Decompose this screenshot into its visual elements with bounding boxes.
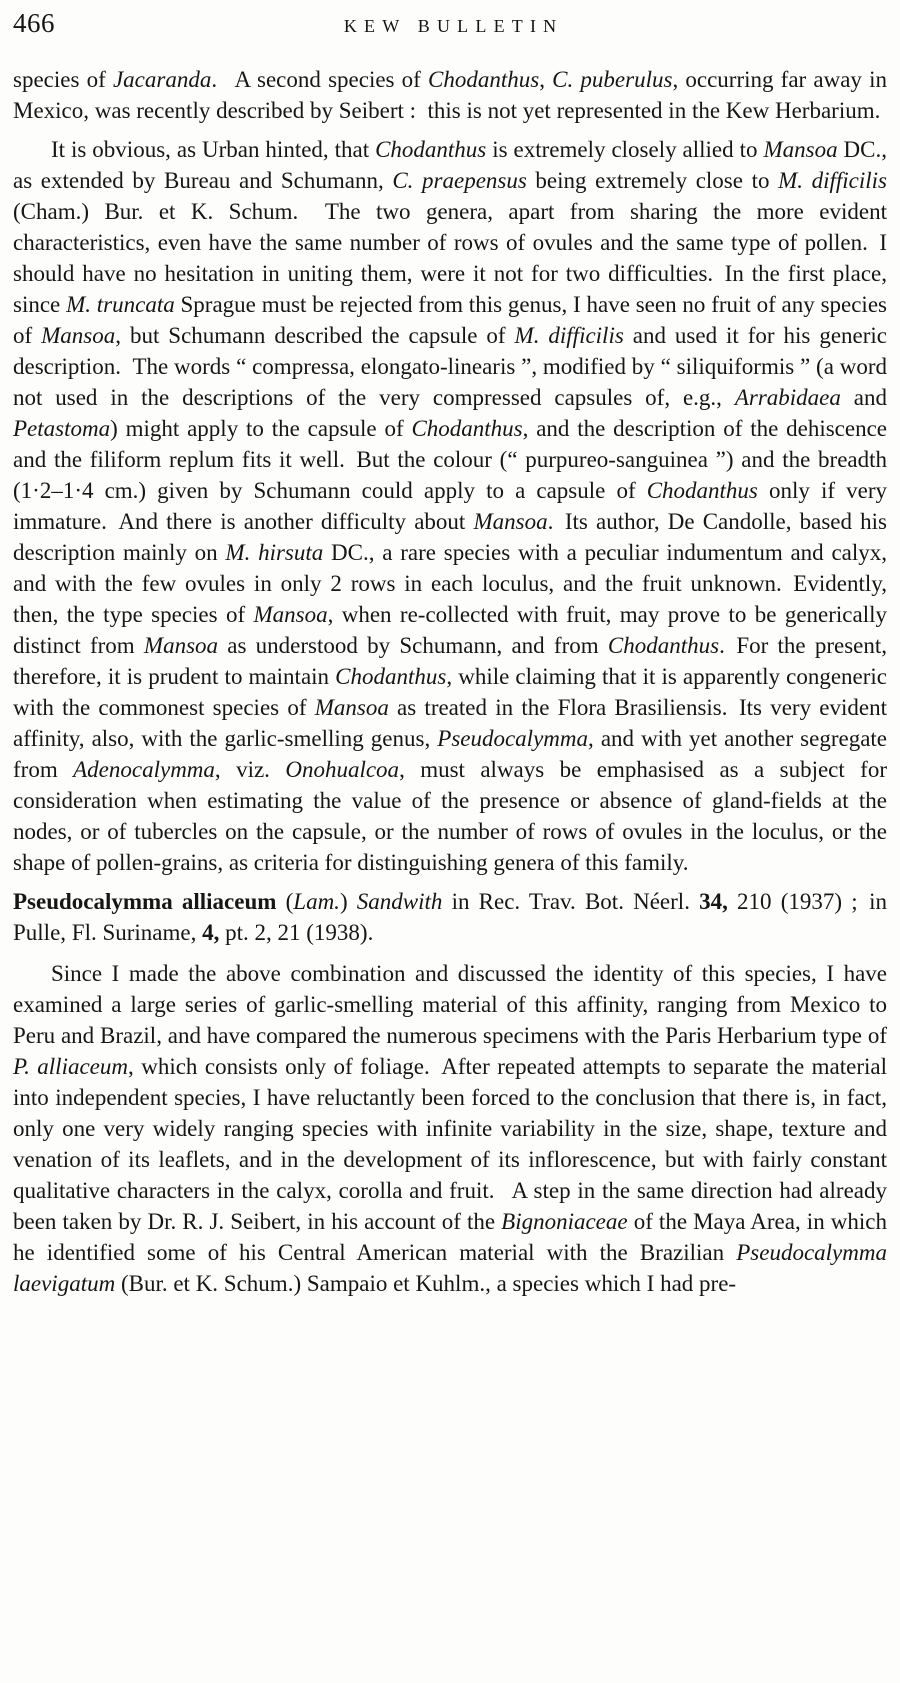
text-run: Mansoa [314,695,389,720]
text-run: of the Maya Area, in which he identified some of his Central American material with the Brazilian [13,1209,887,1265]
page-header [13,6,887,39]
text-run: Mansoa [473,509,548,534]
text-run: , while claiming that it is apparently congeneric with the commonest species of [13,664,887,720]
text-run: as understood by Schumann, and from [218,633,608,658]
text-run: being extremely close to [526,168,779,193]
text-run: (Cham.) Bur. et K. Schum. The two genera, apart from sharing the more evident characteristics, even have the same number of rows of ovules and the same type of pollen. I should have no hesitation in uniting them, were it not for two difficulties. In the first place, since [13,199,887,317]
text-run: , [539,67,553,92]
text-run: Chodanthus [607,633,720,658]
text-run: Onohualcoa [285,757,400,782]
text-run: Pseudocalymma laevigatum [13,1240,887,1296]
page-body [13,64,887,1299]
text-run: Chodanthus [375,137,487,162]
text-run: Bignoniaceae [501,1209,628,1234]
text-run: , must always be emphasised as a subject for consideration when estimating the value of the presence or absence of gland-fields at the nodes, or of tubercles on the capsule, or the number of rows of ovules in the loculus, or the shape of pollen-grains, as criteria for distinguishing genera of this family. [13,757,887,875]
text-run: C. puberulus [552,67,673,92]
text-run: 210 (1937) ; in Pulle, Fl. Suriname, [13,889,888,945]
text-run: . For the present, therefore, it is prudent to maintain [13,633,888,689]
text-run: M. hirsuta [225,540,324,565]
text-run: Since I made the above combination and discussed the identity of this species, I have examined a large series of garlic-smelling material of this affinity, ranging from Mexico to Peru and Brazil, and have compared the numerous specimens with the Paris Herbarium type of [13,961,887,1048]
paragraph-continuation [13,64,887,126]
text-run: as treated in the Flora Brasiliensis. Its very evident affinity, also, with the garlic-smelling genus, [13,695,887,751]
text-run: , but Schumann described the capsule of [115,323,515,348]
text-run: pt. 2, 21 (1938). [219,920,374,945]
text-run: , viz. [214,757,286,782]
text-run: Pseudocalymma [437,726,589,751]
text-run: Chodanthus [335,664,447,689]
text-run: M. difficilis [514,323,624,348]
text-run: Chodanthus [646,478,758,503]
text-run: . Its author, De Candolle, based his description mainly on [13,509,887,565]
journal-title: KEW BULLETIN [343,16,564,36]
text-run: Arrabidaea [734,385,841,410]
text-run: P. alliaceum [13,1054,128,1079]
text-run: M. difficilis [778,168,887,193]
text-run: (Bur. et K. Schum.) Sampaio et Kuhlm., a species which I had pre- [115,1271,737,1296]
text-run: , and with yet another segregate from [13,726,887,782]
paragraph-chodanthus-discussion [13,134,887,878]
text-run: , when re-collected with fruit, may prove to be generically distinct from [13,602,888,658]
page-number: 466 [13,8,55,38]
text-run: is extremely closely allied to [486,137,764,162]
text-run: ) [339,889,357,914]
text-run: Lam. [293,889,340,914]
text-run: M. truncata [66,292,175,317]
text-run: 34, [699,889,728,914]
text-run: only if very immature. And there is another difficulty about [13,478,887,534]
text-run: Petastoma [13,416,111,441]
text-run: , which consists only of foliage. After repeated attempts to separate the material into independent species, I have reluctantly been forced to the conclusion that there is, in fact, only one very widely ranging species with infinite variability in the size, shape, texture and venation of its leaflets, and in the development of its inflorescence, but with fairly constant qualitative characters in the calyx, corolla and fruit. A step in the same direction had already been taken by Dr. R. J. Seibert, in his account of the [13,1054,887,1234]
paragraph-since-combination [13,958,887,1299]
text-run: Sandwith [356,889,443,914]
text-run: ) might apply to the capsule of [110,416,412,441]
text-run: Jacaranda [112,67,212,92]
text-run: Pseudocalymma alliaceum [13,889,277,914]
text-run: Mansoa [143,633,219,658]
text-run: . A second species of [211,67,429,92]
text-run: Chodanthus [428,67,540,92]
text-run: DC., as extended by Bureau and Schumann, [13,137,887,193]
text-run: and [840,385,887,410]
text-run: species of [13,67,113,92]
text-run: DC., a rare species with a peculiar indumentum and calyx, and with the few ovules in only 2 rows in each loculus, and the fruit unknown. Evidently, then, the type species of [13,540,888,627]
text-run: in Rec. Trav. Bot. Néerl. [442,889,700,914]
text-run: , and the description of the dehiscence and the filiform replum fits it well. But the colour (“ purpureo-sanguinea ”) and the breadth (1·2–1·4 cm.) given by Schumann could apply to a capsule of [13,416,887,503]
text-run: Chodanthus [411,416,523,441]
text-run: Mansoa [763,137,838,162]
text-run: 4, [202,920,220,945]
text-run: , occurring far away in Mexico, was recently described by Seibert : this is not yet represented in the Kew Herbarium. [13,67,888,123]
text-run: Sprague must be rejected from this genus, I have seen no fruit of any species of [13,292,887,348]
text-run: ( [276,889,294,914]
species-reference-heading [13,886,887,948]
text-run: and used it for his generic description. The words “ compressa, elongato-linearis ”, modified by “ siliquiformis ” (a word not used in the descriptions of the very compressed capsules of, e.g., [13,323,888,410]
text-run: It is obvious, as Urban hinted, that [51,137,376,162]
text-run: Adenocalymma [73,757,215,782]
text-run: Mansoa [41,323,116,348]
text-run: C. praepensus [392,168,527,193]
text-run: Mansoa [253,602,328,627]
